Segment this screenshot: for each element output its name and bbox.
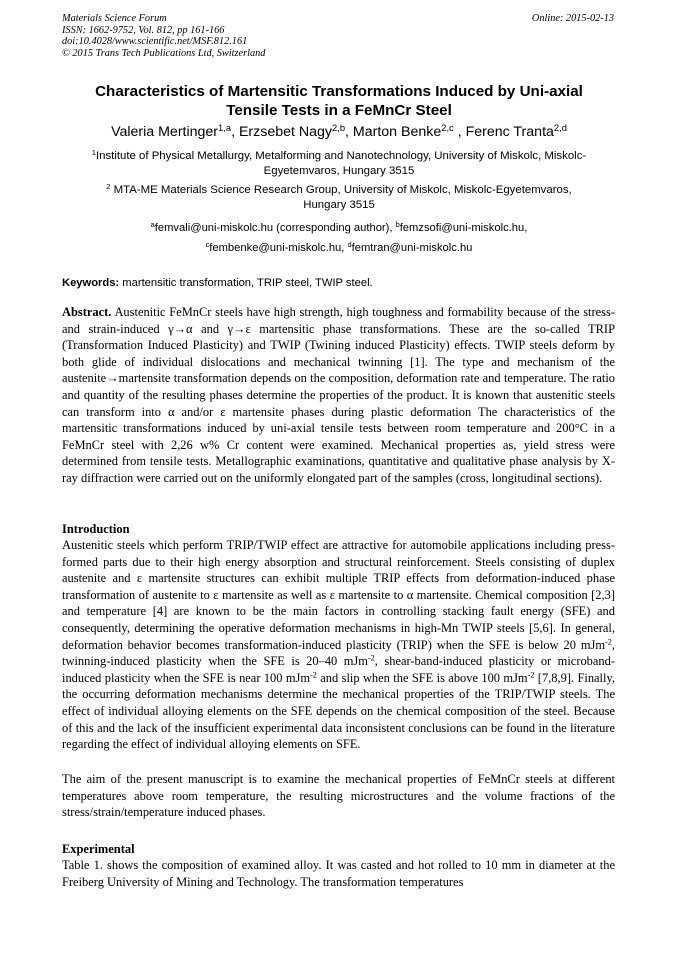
introduction-paragraph-2 xyxy=(62,771,615,821)
intro-text-b: , twinning-induced plasticity when the SFE is 20–40 mJm xyxy=(62,637,615,669)
introduction-paragraph-1 xyxy=(62,537,615,753)
email-block xyxy=(62,218,616,258)
title-line-2: Tensile Tests in a FeMnCr Steel xyxy=(226,102,452,119)
email-c[interactable]: fembenke@uni-miskolc.hu, xyxy=(209,242,348,254)
author-name: Erzsebet Nagy xyxy=(238,124,333,140)
unit-exponent: -2 xyxy=(310,670,317,680)
author-affil-sup: 2,c xyxy=(441,122,454,133)
experimental-heading: Experimental xyxy=(62,842,135,856)
email-d-sup: d xyxy=(347,239,352,249)
intro-text-e: [7,8,9]. Finally, the occurring deformation mechanisms determine the mechanical properties of the TRIP/TWIP steels. The effect of individual alloying elements on the SFE depends on the chemical composition of the steel. Because of this and the lack of the insufficient experimental data inconsistent conclusions can be found in the literature regarding the effect of individual alloying elements on SFE. xyxy=(62,670,615,752)
author-separator: , xyxy=(453,124,466,140)
journal-header xyxy=(62,13,265,59)
author-separator: , xyxy=(345,124,353,140)
email-b-sup: b xyxy=(395,219,400,229)
affiliation-1-sup: 1 xyxy=(91,147,96,157)
email-c-sup: c xyxy=(205,239,210,249)
keywords xyxy=(62,276,616,291)
online-date: Online: 2015-02-13 xyxy=(531,13,614,24)
affiliation-2-sup: 2 xyxy=(106,181,111,191)
title-line-1: Characteristics of Martensitic Transformations Induced by Uni-axial xyxy=(95,83,583,100)
email-b[interactable]: femzsofi@uni-miskolc.hu, xyxy=(399,222,528,234)
author-affil-sup: 2,d xyxy=(553,122,567,133)
author-separator: , xyxy=(231,124,239,140)
experimental-p1-text: Table 1. shows the composition of examined alloy. It was casted and hot rolled to 10 mm in diameter at the Freiberg University of Mining and Technology. The transformation temperatures xyxy=(62,858,615,889)
unit-exponent: -2 xyxy=(527,670,535,680)
doi-line: doi:10.4028/www.scientific.net/MSF.812.161 xyxy=(62,36,248,48)
copyright-line: © 2015 Trans Tech Publications Ltd, Switzerland xyxy=(62,47,266,59)
intro-p2-text: The aim of the present manuscript is to examine the mechanical properties of FeMnCr steels at different temperatures above room temperature, the resulting microstructures and the volume fractions of the stress/strain/temperature induced phases. xyxy=(62,772,615,820)
keywords-label: Keywords: xyxy=(62,277,120,289)
journal-name: Materials Science Forum xyxy=(62,13,167,24)
abstract xyxy=(62,304,615,487)
author-name: Marton Benke xyxy=(352,124,442,140)
author-affil-sup: 1,a xyxy=(218,122,232,133)
affiliation-1 xyxy=(62,149,616,179)
affiliation-1-line-2: Egyetemvaros, Hungary 3515 xyxy=(263,165,415,178)
affiliation-2-line-1: MTA-ME Materials Science Research Group, University of Miskolc, Miskolc-Egyetemvaros, xyxy=(110,184,572,196)
intro-text-a: Austenitic steels which perform TRIP/TWIP effect are attractive for automobile applications including press-formed parts due to their high energy absorption and structural reinforcement. Steels consisting of duplex austenite and ε martensite structures can exhibit multiple TRIP effects from deformation-induced phase transformation of austenite to ε martensite as well as ε martensite to α martensite. Chemical composition [2,3] and temperature [4] are known to be the main factors in controlling stacking fault energy (SFE) and consequently, determining the operative deformation mechanisms in high-Mn TWIP steels [5,6]. In general, deformation behavior becomes transformation-induced plasticity (TRIP) when the SFE is below 20 mJm xyxy=(62,538,615,652)
abstract-text: Austenitic FeMnCr steels have high strength, high toughness and formability because of the stress- and strain-induced γ→α and γ→ε martensitic phase transformations. These are the so-called TRIP (Transformation Induced Plasticity) and TWIP (Twining induced Plasticity) effects. TWIP steels deform by both glide of individual dislocations and mechanical twinning [1]. The type and mechanism of the austenite→martensite transformation depends on the composition, deformation rate and temperature. The ratio and quantity of the resulting phases determine the properties of the product. It is known that austenitic steels can transform into α and/or ε martensite phases during plastic deformation The characteristics of the martensitic transformations induced by uni-axial tensile tests between room temperature and 200°C in a FeMnCr steel with 2,26 w% Cr content were examined. Mechanical properties as, yield stress were determined from tensile tests. Metallographic examinations, quantitative and qualitative phase analysis by X-ray diffraction were carried out on the uniformly elongated part of the samples (cross, longitudinal sections). xyxy=(62,305,615,485)
abstract-label: Abstract. xyxy=(62,305,112,319)
email-a-sup: a xyxy=(150,219,155,229)
author-affil-sup: 2,b xyxy=(332,122,346,133)
email-d[interactable]: femtran@uni-miskolc.hu xyxy=(351,242,473,254)
unit-exponent: -2 xyxy=(605,637,612,647)
affiliation-2 xyxy=(62,183,616,213)
author-name: Ferenc Tranta xyxy=(465,124,554,140)
issn-line: ISSN: 1662-9752, Vol. 812, pp 161-166 xyxy=(62,24,225,36)
affiliation-1-line-1: Institute of Physical Metallurgy, Metalforming and Nanotechnology, University of Miskolc, Miskolc- xyxy=(95,150,587,162)
email-a[interactable]: femvali@uni-miskolc.hu (corresponding author), xyxy=(154,222,396,234)
affiliation-2-line-2: Hungary 3515 xyxy=(303,199,375,212)
paper-title xyxy=(62,82,616,120)
experimental-paragraph-1 xyxy=(62,857,615,890)
intro-text-d: and slip when the SFE is above 100 mJm xyxy=(316,670,528,685)
introduction-heading: Introduction xyxy=(62,522,130,536)
author-name: Valeria Mertinger xyxy=(111,124,219,140)
keywords-text: martensitic transformation, TRIP steel, TWIP steel. xyxy=(119,277,373,289)
intro-text-c: , shear-band-induced plasticity or microband-induced plasticity when the SFE is near 100 mJm xyxy=(62,654,615,685)
unit-exponent: -2 xyxy=(367,653,375,663)
author-list xyxy=(62,123,616,141)
